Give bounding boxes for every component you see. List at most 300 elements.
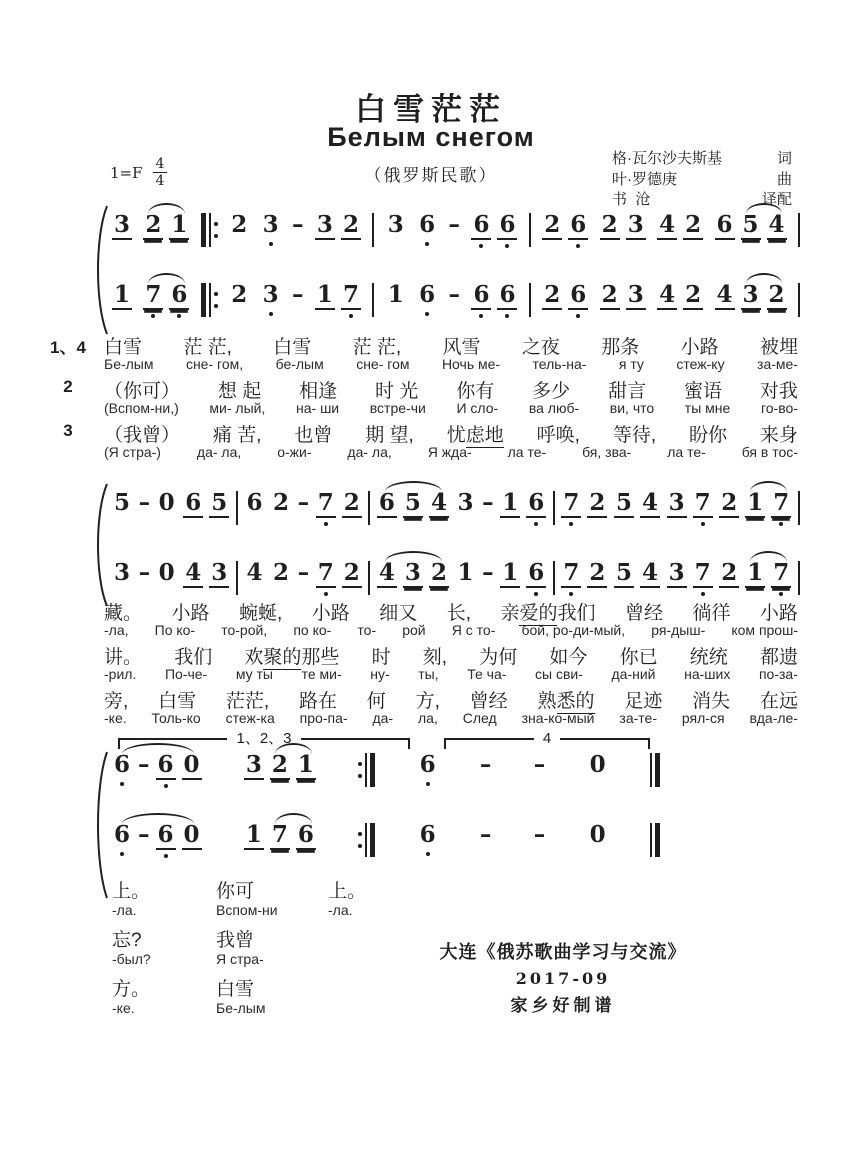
- note: 5: [616, 489, 633, 516]
- lyric-ru: тель-на-: [532, 356, 587, 372]
- duration-dash: –: [292, 281, 304, 308]
- lyric-ru: Я жда-: [427, 444, 472, 460]
- low-octave-dot: [569, 522, 573, 526]
- duration-dash: –: [448, 281, 461, 308]
- lyric-ru: о-жи-: [277, 444, 312, 460]
- lyric-row: [104, 598, 798, 641]
- lyric-zh: 在远: [759, 691, 798, 712]
- beam-group: [500, 480, 546, 526]
- note: 7: [771, 550, 791, 596]
- lyric-ru: те ми-: [301, 666, 342, 682]
- lyric-ru: за-ме-: [757, 356, 798, 372]
- lyric-zh: 小路: [680, 337, 719, 358]
- beam-group: [614, 480, 660, 518]
- lyric-zh: 茫茫,: [225, 691, 270, 712]
- low-octave-dot: [576, 314, 580, 318]
- lyric-ru: Бе-лым: [104, 356, 154, 372]
- lyric-ru: ми- лый,: [209, 400, 266, 416]
- note: 0: [183, 751, 200, 778]
- lyric-zh: 期 望,: [365, 425, 414, 446]
- system-brace: [92, 482, 110, 608]
- repeat-dots: [214, 213, 218, 247]
- note: 6: [169, 272, 189, 318]
- note: 5: [616, 559, 633, 586]
- repeat-dots: [358, 753, 362, 787]
- low-octave-dot: [164, 854, 168, 858]
- low-octave-dot: [569, 592, 573, 596]
- note: 1: [171, 211, 188, 238]
- low-octave-dot: [779, 592, 783, 596]
- lyric-ru: бя, зва-: [582, 444, 632, 460]
- lyric-zh: 长,: [446, 603, 471, 624]
- chinese-lyric-line: [104, 598, 798, 622]
- lyric-ru: му ты: [235, 666, 273, 682]
- lyric-zh: 路在: [298, 691, 337, 712]
- slur-group: [143, 202, 189, 240]
- lyric-zh: 你有: [456, 381, 495, 402]
- note: 6: [112, 742, 132, 786]
- lyric-zh: 小路: [171, 603, 210, 624]
- beam-group: [715, 272, 787, 310]
- note: 6: [471, 202, 491, 248]
- lyric-zh: 足迹: [624, 691, 663, 712]
- barline: [368, 491, 370, 525]
- note: 4: [246, 559, 263, 586]
- lyric-ru: ря-дыш-: [651, 622, 706, 638]
- volta-label-123: 1、2、3: [236, 730, 292, 747]
- lyric-zh: 上。: [328, 881, 367, 902]
- lyric-zh: 忘?: [112, 930, 142, 951]
- lyric-zh: 茫 茫,: [352, 337, 402, 358]
- beam-group: [316, 480, 362, 526]
- lyric-ru: ты мне: [684, 400, 731, 416]
- barline: [798, 213, 800, 247]
- note: 2: [589, 559, 606, 586]
- verse-number: 3: [63, 421, 73, 440]
- time-signature: [153, 156, 168, 189]
- note: 7: [271, 821, 288, 848]
- lyric-ru: Толь-ко: [151, 710, 201, 726]
- lyricist-role: 词: [776, 150, 792, 167]
- beam-group: [657, 202, 703, 240]
- lyric-zh: 那条: [601, 337, 640, 358]
- note: 6: [418, 812, 438, 856]
- score-system-1: [112, 202, 800, 330]
- slur-group: [741, 272, 787, 310]
- russian-lyric-line: [104, 444, 798, 463]
- lyric-zh: 对我: [759, 381, 798, 402]
- note: 2: [601, 281, 618, 308]
- duration-dash: –: [138, 489, 151, 516]
- note: 1: [747, 489, 764, 516]
- beam-group: [600, 272, 646, 310]
- slur-group: [741, 202, 787, 240]
- note: 2: [544, 281, 561, 308]
- footer-group-name: 大连《俄苏歌曲学习与交流》: [439, 942, 687, 963]
- note: 6: [156, 812, 176, 858]
- lyric-ru: бой, ро-ди-мый,: [521, 622, 626, 638]
- system-brace: [92, 204, 110, 336]
- note: 2: [721, 489, 738, 516]
- note: 4: [378, 559, 395, 586]
- barline: [529, 283, 531, 317]
- footer-date: 2017-09: [515, 969, 611, 988]
- lyric-zh: 痛 苦,: [212, 425, 262, 446]
- lyric-zh: 白雪: [158, 691, 197, 712]
- lyric-ru: сне- гом: [356, 356, 410, 372]
- beam-group: [244, 742, 316, 780]
- score-system-3: [112, 730, 660, 870]
- notation-line-upper: [112, 742, 660, 800]
- note: 3: [457, 489, 474, 516]
- low-octave-dot: [120, 852, 124, 856]
- lyric-zh: 熟悉的: [537, 691, 595, 712]
- beam-group: [561, 550, 607, 596]
- beam-group: [183, 480, 229, 518]
- lyric-zh: 藏。: [104, 603, 143, 624]
- low-octave-dot: [505, 314, 509, 318]
- system-brace: [92, 750, 110, 900]
- lyric-ru: По ко-: [154, 622, 196, 638]
- duration-dash: –: [479, 821, 492, 848]
- lyric-zh: 蜜语: [683, 381, 722, 402]
- lyric-zh: 方,: [415, 691, 440, 712]
- duration-dash: –: [138, 559, 151, 586]
- low-octave-dot: [425, 242, 429, 246]
- note: 6: [471, 272, 491, 318]
- lyrics-ending-block: [112, 876, 432, 1023]
- lyric-ru: да- ла,: [196, 444, 242, 460]
- low-octave-dot: [426, 782, 430, 786]
- lyric-ru: зна-ко-мый: [521, 710, 595, 726]
- lyric-ru: -был?: [112, 951, 151, 967]
- note: 3: [245, 751, 262, 778]
- note: 5: [211, 489, 228, 516]
- lyric-zh: 白雪: [104, 337, 143, 358]
- lyric-zh: 徜徉: [692, 603, 731, 624]
- repeat-begin-barline: [201, 283, 218, 317]
- note: 2: [343, 559, 360, 586]
- lyric-ru: -ке.: [112, 1000, 135, 1016]
- barline: [553, 491, 555, 525]
- note: 7: [341, 272, 361, 318]
- russian-lyric-line: [104, 622, 798, 641]
- note: 7: [316, 480, 336, 526]
- note: 1: [114, 281, 131, 308]
- time-signature-numerator: 4: [155, 156, 165, 172]
- volta-bracket-4: [444, 730, 650, 750]
- lyric-ru: на-ших: [684, 666, 731, 682]
- lyric-zh: 盼你: [688, 425, 727, 446]
- repeat-begin-barline: [201, 213, 218, 247]
- lyric-zh: 细又: [379, 603, 418, 624]
- lyric-ru: ва люб-: [528, 400, 580, 416]
- slur-group: [377, 550, 449, 588]
- score-system-2: [112, 480, 800, 608]
- volta-label-4: 4: [542, 730, 552, 747]
- note: 6: [112, 812, 132, 856]
- lyric-ru: да-ний: [611, 666, 656, 682]
- lyric-ru: -рил.: [104, 666, 137, 682]
- lyric-zh: 旁,: [104, 691, 129, 712]
- note: 2: [145, 211, 162, 238]
- credit-composer: [612, 170, 792, 191]
- duration-dash: –: [479, 751, 492, 778]
- note: 3: [668, 559, 685, 586]
- lyric-ru: Я с то-: [451, 622, 496, 638]
- lyric-zh: （你可）: [104, 381, 181, 402]
- lyric-row: [63, 376, 798, 419]
- lyric-zh: 我们: [174, 647, 213, 668]
- lyric-ru: бя в тос-: [741, 444, 798, 460]
- lyric-ru: След: [462, 710, 497, 726]
- lyric-ru: по-за-: [758, 666, 798, 682]
- key-label: 1=F: [110, 163, 143, 182]
- lyric-zh: 忧虑地: [446, 425, 504, 446]
- barline: [798, 283, 800, 317]
- low-octave-dot: [479, 244, 483, 248]
- duration-dash: –: [448, 211, 461, 238]
- note: 2: [273, 559, 290, 586]
- lyric-row: [104, 686, 798, 729]
- slur-group: [112, 812, 202, 858]
- lyric-ru: сне- гом,: [185, 356, 244, 372]
- note: 7: [771, 480, 791, 526]
- lyric-zh: 时: [371, 647, 391, 668]
- lyric-zh: 欢聚的那些: [244, 647, 340, 668]
- duration-dash: –: [482, 559, 494, 586]
- lyric-ru: по ко-: [293, 622, 332, 638]
- lyric-ru: ви, что: [609, 400, 655, 416]
- low-octave-dot: [151, 314, 155, 318]
- lyric-zh: 消失: [692, 691, 731, 712]
- lyric-zh: 讲。: [104, 647, 143, 668]
- slur-group: [745, 480, 791, 526]
- credit-lyricist: [612, 149, 792, 170]
- lyric-ru: ла те-: [667, 444, 706, 460]
- note: 5: [742, 211, 759, 238]
- lyric-ru: го-во-: [760, 400, 798, 416]
- slur-group: [270, 742, 316, 780]
- lyric-ru: за-те-: [619, 710, 657, 726]
- lyric-zh: 被埋: [759, 337, 798, 358]
- note: 2: [271, 751, 288, 778]
- russian-lyric-line: [104, 666, 798, 685]
- beam-group: [600, 202, 646, 240]
- lyric-row: [104, 642, 798, 685]
- lyric-zh: 也曾: [294, 425, 333, 446]
- duration-dash: –: [533, 751, 546, 778]
- lyric-ru: да-: [372, 710, 394, 726]
- lyric-zh: 上。: [112, 881, 151, 902]
- note: 5: [404, 489, 421, 516]
- song-subtitle: （俄罗斯民歌）: [364, 166, 498, 185]
- low-octave-dot: [534, 592, 538, 596]
- lyric-zh: 呼唤,: [536, 425, 580, 446]
- slur-group: [270, 812, 316, 850]
- note: 6: [417, 202, 437, 246]
- beam-group: [471, 272, 517, 318]
- lyric-ru: -ке.: [104, 710, 127, 726]
- lyric-ru: ну-: [370, 666, 390, 682]
- note: 7: [693, 480, 713, 526]
- barline: [553, 561, 555, 595]
- russian-lyric-line: [104, 356, 798, 375]
- verse-number: 1、4: [50, 338, 86, 357]
- lyric-zh: 多少: [532, 381, 571, 402]
- lyric-zh: 如今: [549, 647, 588, 668]
- translator-name: 书 沧: [612, 191, 651, 209]
- low-octave-dot: [701, 522, 705, 526]
- time-signature-denominator: 4: [153, 172, 168, 189]
- lyric-ru: то-: [357, 622, 377, 638]
- lyric-ru: на- ши: [296, 400, 340, 416]
- notation-line-lower: [112, 812, 660, 870]
- lyric-ru: -ла,: [104, 622, 129, 638]
- note: 6: [568, 272, 588, 318]
- note: 6: [497, 272, 517, 318]
- lyrics-system-1: [50, 332, 798, 464]
- note: 3: [114, 211, 131, 238]
- note: 6: [497, 202, 517, 248]
- low-octave-dot: [779, 522, 783, 526]
- lyric-zh: 刻,: [422, 647, 448, 668]
- lyric-zh: 等待,: [612, 425, 657, 446]
- note: 6: [297, 821, 314, 848]
- final-barline: [650, 823, 660, 857]
- russian-lyric-line: [104, 710, 798, 729]
- note: 0: [158, 489, 175, 516]
- duration-dash: –: [297, 489, 310, 516]
- note: 1: [297, 751, 314, 778]
- lyric-zh: 统统: [689, 647, 728, 668]
- slur-group: [143, 272, 189, 318]
- lyric-ru: Ночь ме-: [441, 356, 501, 372]
- low-octave-dot: [177, 314, 181, 318]
- lyric-zh: 相逢: [299, 381, 338, 402]
- slur-group: [112, 742, 202, 788]
- notation-line-upper: [112, 202, 800, 260]
- note: 2: [231, 281, 248, 308]
- lyric-zh: （我曾）: [104, 425, 181, 446]
- low-octave-dot: [425, 312, 429, 316]
- barline: [372, 283, 374, 317]
- note: 3: [668, 489, 685, 516]
- lyric-ru: я ту: [618, 356, 644, 372]
- beam-group: [719, 480, 791, 526]
- note: 1: [457, 559, 474, 586]
- chinese-lyric-line: [104, 332, 798, 356]
- note: 6: [156, 742, 176, 788]
- note: 3: [742, 281, 759, 308]
- beam-group: [244, 812, 316, 850]
- note: 5: [114, 489, 131, 516]
- note: 0: [589, 821, 606, 848]
- note: 3: [404, 559, 421, 586]
- note: 4: [659, 281, 676, 308]
- low-octave-dot: [505, 244, 509, 248]
- note: 1: [502, 559, 519, 586]
- lyric-zh: 都遗: [759, 647, 798, 668]
- beam-group: [471, 202, 517, 248]
- note: 4: [716, 281, 733, 308]
- lyric-ru: стеж-ку: [676, 356, 725, 372]
- note: 6: [185, 489, 202, 516]
- barline: [798, 491, 800, 525]
- lyric-ru: встре-чи: [369, 400, 426, 416]
- duration-dash: –: [292, 211, 304, 238]
- lyric-zh: 风雪: [442, 337, 481, 358]
- note: 3: [387, 211, 404, 238]
- note: 1: [387, 281, 404, 308]
- note: 2: [601, 211, 618, 238]
- low-octave-dot: [164, 784, 168, 788]
- key-signature: [110, 156, 167, 189]
- beam-group: [715, 202, 787, 240]
- lyric-zh: 何: [366, 691, 386, 712]
- note: 2: [343, 489, 360, 516]
- note: 2: [430, 559, 447, 586]
- barline: [236, 561, 238, 595]
- duration-dash: –: [138, 821, 150, 848]
- lyric-ru: то-рой,: [221, 622, 268, 638]
- lyric-zh: 曾经: [624, 603, 663, 624]
- note: 6: [526, 480, 546, 526]
- publisher-footer: [398, 938, 728, 1016]
- barline: [236, 491, 238, 525]
- note: 1: [245, 821, 262, 848]
- lyric-ru: (Вспом-ни,): [104, 400, 179, 416]
- low-octave-dot: [269, 242, 273, 246]
- lyric-zh: 方。: [112, 979, 151, 1000]
- lyricist-name: 格·瓦尔沙夫斯基: [612, 150, 722, 167]
- low-octave-dot: [701, 592, 705, 596]
- repeat-end-barline: [358, 753, 375, 787]
- beam-group: [500, 550, 546, 596]
- beam-group: [315, 202, 361, 240]
- lyric-zh: 为何: [479, 647, 518, 668]
- lyric-zh: 茫 茫,: [183, 337, 232, 358]
- note: 3: [114, 559, 131, 586]
- note: 3: [627, 211, 644, 238]
- beam-group: [667, 480, 713, 526]
- note: 0: [158, 559, 175, 586]
- repeat-dots: [214, 283, 218, 317]
- note: 3: [627, 281, 644, 308]
- note: 6: [716, 211, 733, 238]
- lyric-zh: 亲爱的我们: [500, 603, 596, 624]
- note: 4: [768, 211, 785, 238]
- lyric-zh: 之夜: [521, 337, 560, 358]
- lyric-ru: про-па-: [299, 710, 348, 726]
- barline: [368, 561, 370, 595]
- low-octave-dot: [426, 852, 430, 856]
- note: 0: [183, 821, 200, 848]
- note: 4: [430, 489, 447, 516]
- repeat-dots: [358, 823, 362, 857]
- lyric-ru: Вспом-ни: [216, 902, 278, 918]
- note: 6: [526, 550, 546, 596]
- translator-role: 译配: [761, 191, 792, 209]
- lyric-zh: 白雪: [216, 979, 255, 1000]
- beam-group: [614, 550, 660, 588]
- lyric-zh: 你已: [619, 647, 658, 668]
- lyric-ru: И сло-: [456, 400, 499, 416]
- page-title-russian: Белым снегом: [327, 122, 535, 152]
- note: 7: [316, 550, 336, 596]
- note: 4: [642, 489, 659, 516]
- note: 2: [685, 281, 702, 308]
